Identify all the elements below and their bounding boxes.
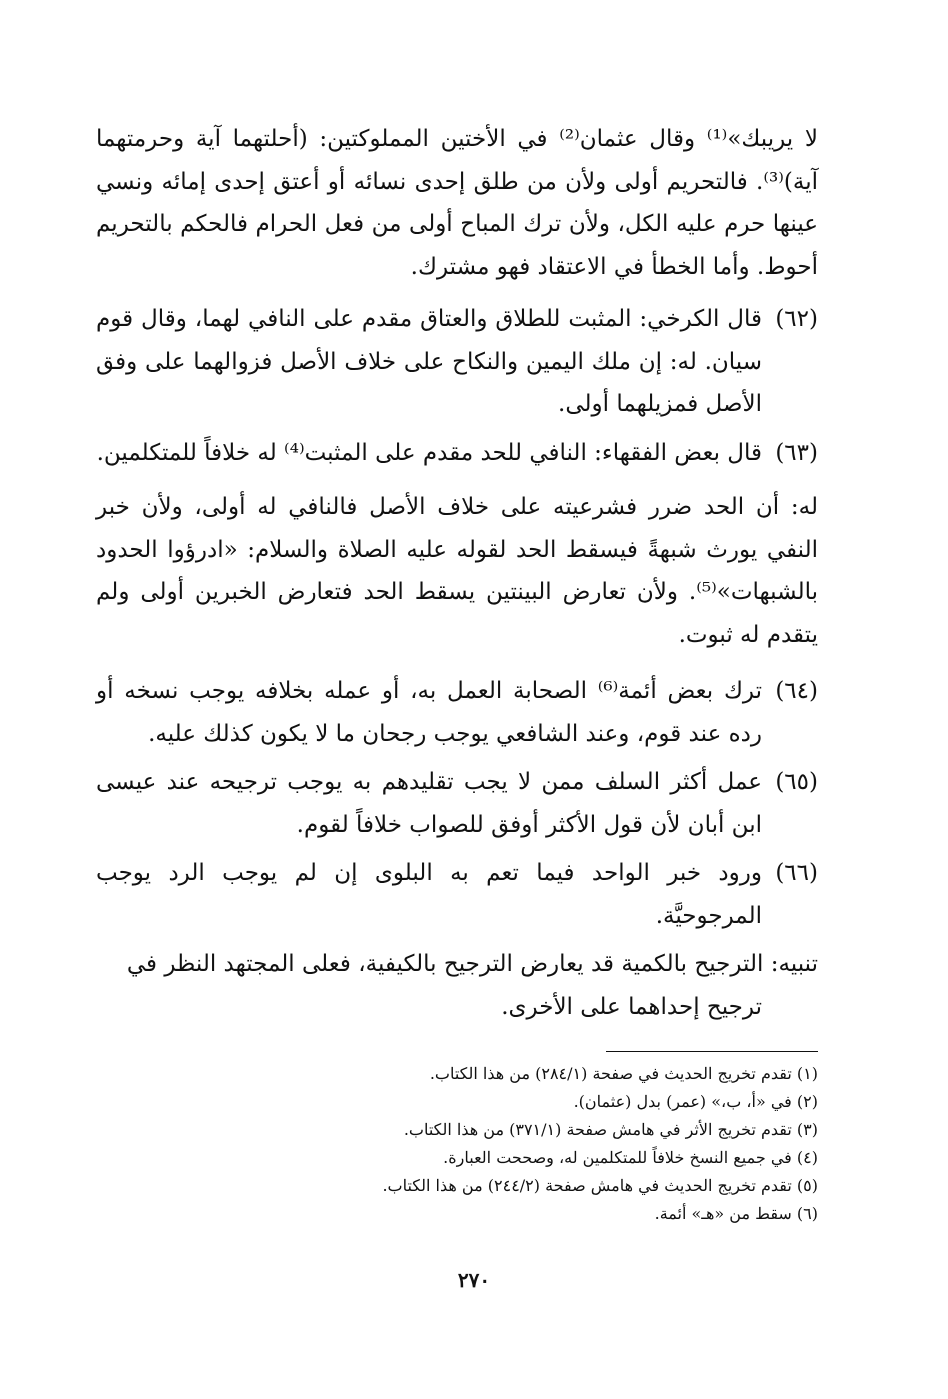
tanbih-note: تنبيه: الترجيح بالكمية قد يعارض الترجيح بالكيفية، فعلى المجتهد النظر في ترجيح إحداهما على الأخرى.: [126, 951, 818, 1020]
item-64: [96, 670, 818, 755]
item-66: [96, 852, 818, 937]
paragraph-1: لا يريبك»⁽¹⁾ وقال عثمان⁽²⁾ في الأختين المملوكتين: (أحلتهما آية وحرمتهما آية)⁽³⁾. فالتحريم أولى ولأن من طلق إحدى نسائه أو أعتق إحدى إمائه ونسي عينها حرم عليه الكل، ولأن ترك المباح أولى من فعل الحرام فالحكم بالتحريم أحوط. وأما الخطأ في الاعتقاد فهو مشترك.: [96, 126, 818, 280]
item-text: ورود خبر الواحد فيما تعم به البلوى إن لم يوجب الرد يوجب المرجوحيَّة.: [96, 860, 762, 929]
item-text: قال بعض الفقهاء: النافي للحد مقدم على المثبت⁽⁴⁾ له خلافاً للمتكلمين.: [96, 439, 762, 466]
footnotes: [96, 1060, 818, 1228]
item-number: (٦٥): [775, 769, 818, 795]
item-text: ترك بعض أئمة⁽⁶⁾ الصحابة العمل به، أو عمله بخلافه يوجب نسخه أو رده عند قوم، وعند الشافعي يوجب رجحان ما لا يكون كذلك عليه.: [96, 678, 762, 747]
item-number: (٦٢): [775, 306, 818, 332]
footnote: (١) تقدم تخريج الحديث في صفحة (٢٨٤/١) من هذا الكتاب.: [429, 1064, 818, 1083]
paragraph-2: له: أن الحد ضرر فشرعيته على خلاف الأصل فالنافي له أولى، ولأن خبر النفي يورث شبهةً فيسقط الحد لقوله عليه الصلاة والسلام: «ادرؤوا الحدود بالشبهات»⁽⁵⁾. ولأن تعارض البينتين يسقط الحد فتعارض الخبرين أولى ولم يتقدم له ثبوت.: [96, 494, 818, 648]
item-65: [96, 761, 818, 846]
footnote: (٣) تقدم تخريج الأثر في هامش صفحة (٣٧١/١) من هذا الكتاب.: [403, 1120, 818, 1139]
footnote-divider: [606, 1051, 818, 1052]
item-text: عمل أكثر السلف ممن لا يجب تقليدهم به يوجب ترجيحه عند عيسى ابن أبان لأن قول الأكثر أوفق للصواب خلافاً لقوم.: [96, 769, 762, 838]
item-63: [96, 432, 818, 475]
footnote: (٢) في «أ، ب،» (عمر) بدل (عثمان).: [573, 1092, 818, 1111]
footnote: (٥) تقدم تخريج الحديث في هامش صفحة (٢٤٤/٢) من هذا الكتاب.: [382, 1176, 818, 1195]
page-number: ٢٧٠: [457, 1268, 491, 1292]
item-text: قال الكرخي: المثبت للطلاق والعتاق مقدم على النافي لهما، وقال قوم سيان. له: إن ملك اليمين والنكاح على خلاف الأصل فزوالهما على وفق الأصل فمزيلهما أولى.: [96, 306, 763, 417]
item-number: (٦٤): [775, 678, 818, 704]
footnote: (٤) في جميع النسخ خلافاً للمتكلمين له، وصححت العبارة.: [443, 1148, 818, 1167]
item-62: [96, 298, 818, 426]
item-number: (٦٣): [775, 439, 818, 466]
item-number: (٦٦): [775, 860, 818, 886]
footnote: (٦) سقط من «هـ» أئمة.: [654, 1204, 818, 1223]
